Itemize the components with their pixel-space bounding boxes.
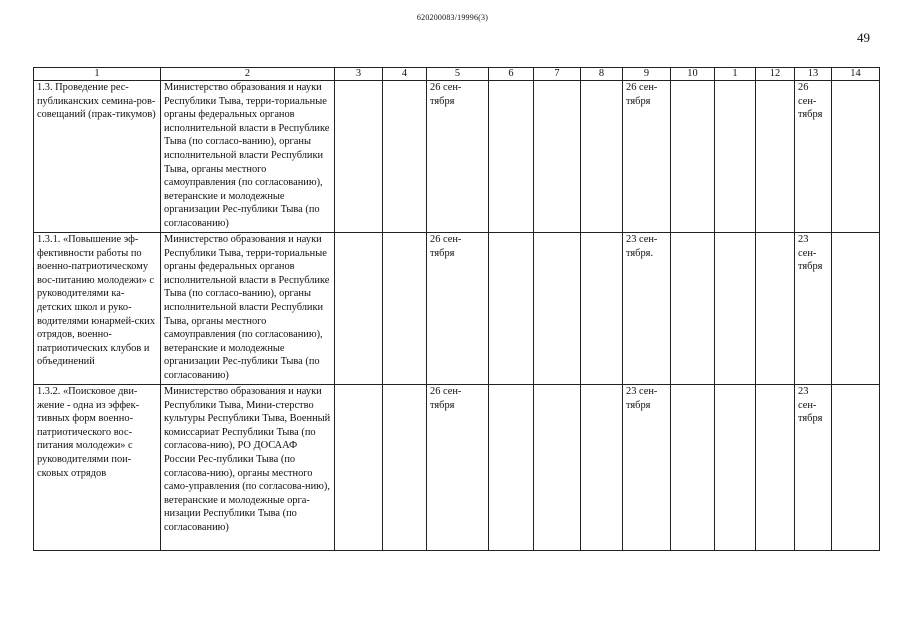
table-row — [34, 233, 880, 385]
date-cell-9: 23 сен-тября. — [623, 233, 671, 385]
date-cell-5: 26 сен-тября — [427, 81, 489, 233]
cell-11 — [715, 233, 756, 385]
col-header-8: 8 — [581, 68, 623, 81]
col-header-11: 1 — [715, 68, 756, 81]
event-name-cell: 1.3.2. «Поисковое дви-жение - одна из эффек-тивных форм военно-патриотического вос-питания молодежи» с руководителями пои-сковых отрядов — [34, 385, 161, 551]
cell-12 — [756, 385, 795, 551]
date-cell-13: 26 сен-тября — [795, 81, 832, 233]
cell-4 — [383, 233, 427, 385]
col-header-2: 2 — [161, 68, 335, 81]
date-cell-5: 26 сен-тября — [427, 233, 489, 385]
cell-12 — [756, 233, 795, 385]
cell-7 — [534, 233, 581, 385]
cell-6 — [489, 385, 534, 551]
cell-14 — [832, 81, 880, 233]
event-name-cell: 1.3. Проведение рес-публиканских семина-ров-совещаний (прак-тикумов) — [34, 81, 161, 233]
events-table — [33, 67, 880, 551]
col-header-14: 14 — [832, 68, 880, 81]
col-header-13: 13 — [795, 68, 832, 81]
cell-10 — [671, 385, 715, 551]
col-header-1: 1 — [34, 68, 161, 81]
table-row — [34, 81, 880, 233]
date-cell-9: 26 сен-тября — [623, 81, 671, 233]
date-cell-13: 23 сен-тября — [795, 233, 832, 385]
cell-8 — [581, 81, 623, 233]
col-header-9: 9 — [623, 68, 671, 81]
executor-cell: Министерство образования и науки Республики Тыва, терри-ториальные органы федеральных органов исполнительной власти в Республике Тыва (по согласо-ванию), органы исполнительной власти Республики Тыва, органы местного самоуправления (по согласованию), ветеранские и молодежные организации Рес-публики Тыва (по согласованию) — [161, 81, 335, 233]
page-number: 49 — [857, 30, 870, 45]
cell-4 — [383, 385, 427, 551]
cell-14 — [832, 233, 880, 385]
cell-11 — [715, 385, 756, 551]
header-row — [34, 68, 880, 81]
col-header-5: 5 — [427, 68, 489, 81]
cell-3 — [335, 81, 383, 233]
cell-10 — [671, 81, 715, 233]
col-header-4: 4 — [383, 68, 427, 81]
date-cell-9: 23 сен-тября — [623, 385, 671, 551]
cell-7 — [534, 81, 581, 233]
date-cell-5: 26 сен-тября — [427, 385, 489, 551]
cell-8 — [581, 385, 623, 551]
cell-10 — [671, 233, 715, 385]
cell-4 — [383, 81, 427, 233]
event-name-cell: 1.3.1. «Повышение эф-фективности работы по военно-патриотическому вос-питанию молодежи» с руководителями ка-детских школ и руко-водителями юнармей-ских отрядов, военно-патриотических клубов и объединений — [34, 233, 161, 385]
cell-6 — [489, 81, 534, 233]
col-header-7: 7 — [534, 68, 581, 81]
col-header-12: 12 — [756, 68, 795, 81]
cell-3 — [335, 233, 383, 385]
cell-11 — [715, 81, 756, 233]
executor-cell: Министерство образования и науки Республики Тыва, терри-ториальные органы федеральных органов исполнительной власти в Республике Тыва (по согласо-ванию), органы исполнительной власти Республики Тыва, органы местного самоуправления (по согласованию), ветеранские и молодежные организации Рес-публики Тыва (по согласованию) — [161, 233, 335, 385]
cell-7 — [534, 385, 581, 551]
col-header-3: 3 — [335, 68, 383, 81]
cell-12 — [756, 81, 795, 233]
cell-6 — [489, 233, 534, 385]
executor-cell: Министерство образования и науки Республики Тыва, Мини-стерство культуры Республики Тыва, Военный комиссариат Республики Тыва (по согласова-нию), РО ДОСААФ России Рес-публики Тыва (по согласова-нию), органы местного само-управления (по согласова-нию), ветеранские и молодежные орга-низации Республики Тыва (по согласованию) — [161, 385, 335, 551]
table-row — [34, 385, 880, 551]
cell-14 — [832, 385, 880, 551]
col-header-6: 6 — [489, 68, 534, 81]
cell-3 — [335, 385, 383, 551]
cell-8 — [581, 233, 623, 385]
date-cell-13: 23 сен-тября — [795, 385, 832, 551]
document-number: 620200083/19996(3) — [416, 13, 489, 22]
col-header-10: 10 — [671, 68, 715, 81]
